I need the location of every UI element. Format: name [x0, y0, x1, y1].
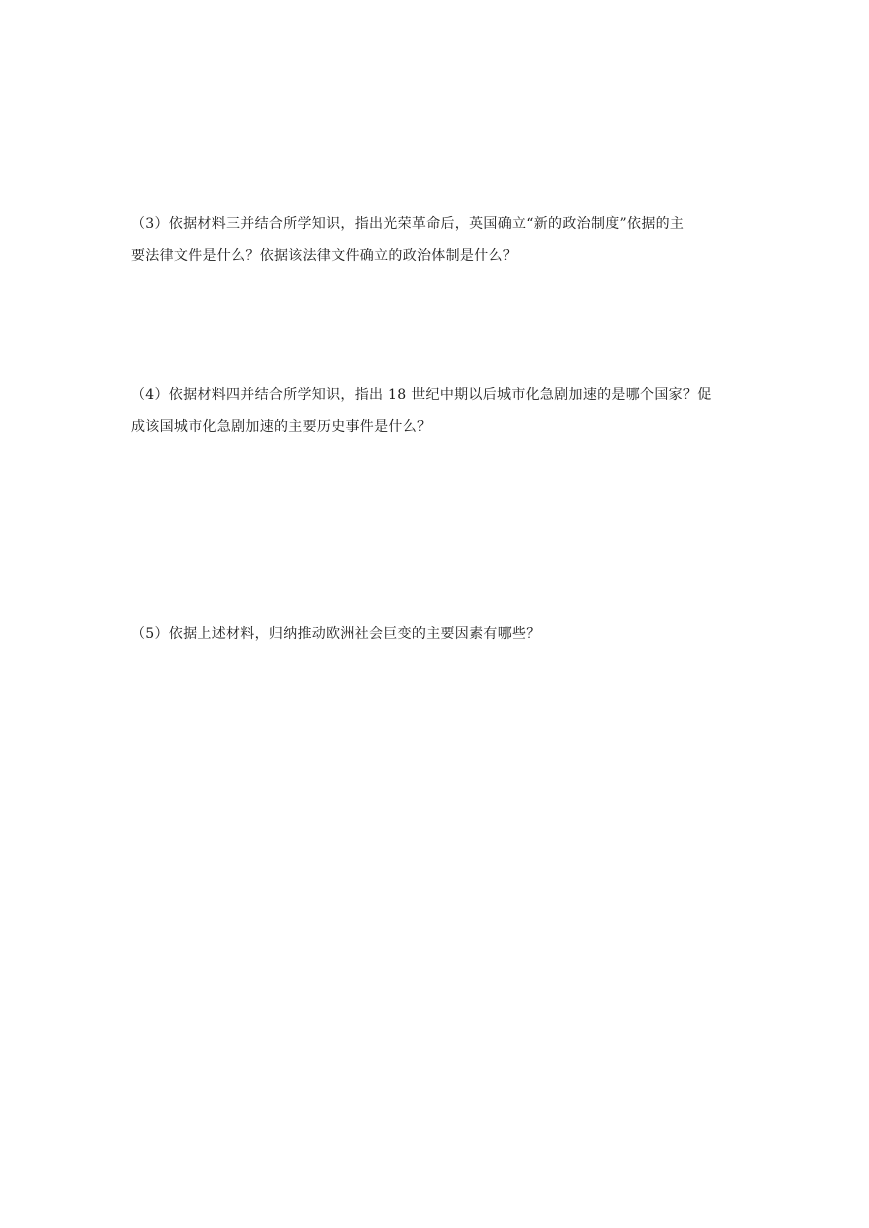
- question-3-line-1: （3）依据材料三并结合所学知识，指出光荣革命后，英国确立“新的政治制度”依据的主: [131, 216, 685, 232]
- question-4-line-1: （4）依据材料四并结合所学知识，指出 18 世纪中期以后城市化急剧加速的是哪个国家？促: [131, 387, 712, 403]
- question-5-line-1: （5）依据上述材料，归纳推动欧洲社会巨变的主要因素有哪些？: [131, 626, 541, 642]
- question-5: [131, 618, 751, 650]
- question-4: [131, 379, 751, 443]
- question-4-line-2: 成该国城市化急剧加速的主要历史事件是什么？: [131, 419, 432, 435]
- question-3: [131, 208, 751, 272]
- question-3-line-2: 要法律文件是什么？依据该法律文件确立的政治体制是什么？: [131, 248, 518, 264]
